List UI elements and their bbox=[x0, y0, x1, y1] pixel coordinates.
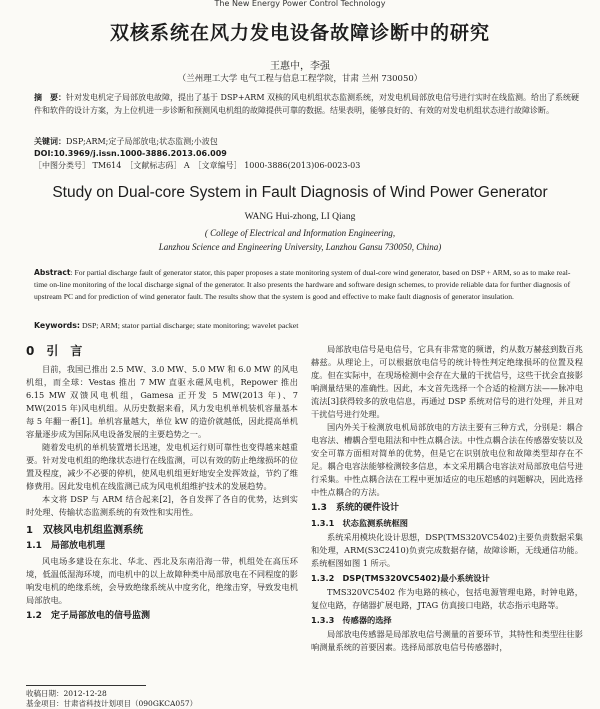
doi-line: DOI:10.3969/j.issn.1000-3886.2013.06.009 bbox=[34, 149, 227, 158]
english-affiliation-line-1: ( College of Electrical and Information Engineering, bbox=[204, 228, 396, 238]
body-right-column bbox=[311, 343, 583, 654]
section-1-3-2-heading: 1.3.2 DSP(TMS320VC5402)最小系统设计 bbox=[311, 573, 490, 583]
english-title: Study on Dual-core System in Fault Diagnosis of Wind Power Generator bbox=[52, 184, 548, 201]
footnote-rule bbox=[26, 685, 146, 686]
english-affiliation-line-2: Lanzhou Science and Engineering University, Lanzhou Gansu 730050, China) bbox=[158, 242, 442, 252]
english-abstract-text: : For partial discharge fault of generator stator, this paper proposes a state monitoring system of dual-core wind generator, based on DSP + ARM, so as to make real-time on-line monitoring of the local discharge signal of the generator. It also presents the hardware and software design schemes, to provide reliable data for further diagnosis of upstream PC and for prediction of wind generator fault. The results show that the system is good and effective to make fault diagnosis of generator insulation. bbox=[34, 268, 571, 301]
section-1-3-1-paragraph: 系统采用模块化设计思想，DSP(TMS320VC5402)主要负责数据采集和处理，ARM(S3C2410)负责完成数据存储，故障诊断，无线通信功能。系统框图如图 1 所示。 bbox=[311, 532, 583, 568]
section-1-1-paragraph: 风电场多建设在东北、华北、西北及东南沿海一带，机组处在高压环境，低温低湿海环境，而电机中的以上故障种类中局部放电在不同程度的影响发电机的绝缘系统，会导致绝缘系统从中度劣化，绝缘击穿，导致发电机局部放电。 bbox=[26, 556, 298, 605]
chinese-title: 双核系统在风力发电设备故障诊断中的研究 bbox=[109, 22, 490, 44]
section-1-heading: 1 双核风电机组监测系统 bbox=[26, 525, 143, 536]
section-1-2-heading: 1.2 定子局部放电的信号监测 bbox=[26, 611, 150, 621]
right-paragraph-2: 国内外关于检测放电机局部放电的方法主要有三种方式，分别是：耦合电容法、槽耦合型电阻法和中性点耦合法。中性点耦合法在传感器安装以及安全可靠方面相对简单的优势，但是它在识别放电位和故障类型却存在不足。耦合电容法能够检测较多信息，本文采用耦合电容法对局部放电信号进行采集。中性点耦合法在工程中更加适应的电压超感的问题解决，因此选择中性点耦合的方法。 bbox=[311, 422, 583, 497]
section-0-paragraph-2: 随着发电机的单机装置增长迅速，发电机运行则可靠性也变得越来越重要。针对发电机组的绝缘状态进行在线监测，可以有效的防止绝缘损坏的位置及程度，减少不必要的停机，使风电机组更好地安全发挥效益，节约了维修费用。因此发电机在线监测已成为风电机组维护技术的发展趋势。 bbox=[26, 442, 298, 491]
english-keywords bbox=[34, 321, 582, 330]
body-left-column bbox=[26, 343, 298, 625]
chinese-keywords-label: 关键词： bbox=[34, 137, 66, 146]
english-abstract-label: Abstract bbox=[34, 268, 71, 277]
section-1-3-heading: 1.3 系统的硬件设计 bbox=[311, 503, 399, 513]
section-1-1-heading: 1.1 局部放电机理 bbox=[26, 541, 105, 551]
english-authors: WANG Hui-zhong, LI Qiang bbox=[244, 212, 356, 222]
footnote bbox=[26, 689, 298, 709]
english-keywords-label: Keywords: bbox=[34, 321, 81, 330]
footnote-fund: 基金项目：甘肃省科技计划项目（090GKCA057） bbox=[26, 699, 198, 708]
chinese-keywords bbox=[34, 136, 582, 147]
chinese-abstract-text: 针对发电机定子局部放电故障，提出了基于 DSP+ARM 双核的风电机组状态监测系统，对发电机局部放电信号进行实时在线监测。给出了系统硬件和软件的设计方案，为上位机进一步诊断和预测风电机组的故障提供可靠的数据。结果表明，能够良好的、有效的对发电机组状态进行故障诊断。 bbox=[34, 93, 580, 115]
right-paragraph-1: 局部放电信号是电信号，它具有非常宽的频谱，约从数万赫兹到数百兆赫兹。从理论上，可以根据放电信号的统计特性判定绝缘损坏的位置及程度。但在实际中，在现场检测中会存在大量的干扰信号，这些干扰会直接影响测量结果的准确性。因此，本文首先选择一个合适的检测方法——脉冲电流法[3]获得较多的放电信息，再通过 DSP 系统对信号的进行处理，并且对干扰信号进行处理。 bbox=[311, 344, 583, 419]
section-0-heading: 0 引 言 bbox=[26, 344, 83, 358]
section-1-3-2-paragraph: TMS320VC5402 作为电路的核心，包括电源管理电路，时钟电路，复位电路，存储器扩展电路，JTAG 仿真接口电路，状态指示电路等。 bbox=[311, 587, 583, 610]
english-abstract bbox=[34, 267, 582, 303]
classification-line: ［中图分类号］ TM614 ［文献标志码］ A ［文章编号］ 1000-3886(2013)06-0023-03 bbox=[34, 161, 361, 170]
section-1-3-3-heading: 1.3.3 传感器的选择 bbox=[311, 615, 392, 625]
chinese-abstract-label: 摘 要： bbox=[34, 93, 66, 102]
running-head: The New Energy Power Control Technology bbox=[214, 0, 386, 8]
chinese-keywords-text: DSP;ARM;定子局部放电;状态监测;小波包 bbox=[66, 137, 218, 146]
chinese-abstract bbox=[34, 92, 582, 117]
footnote-received: 收稿日期：2012-12-28 bbox=[26, 689, 107, 698]
section-1-3-1-heading: 1.3.1 状态监测系统框图 bbox=[311, 518, 408, 528]
chinese-affiliation: （兰州理工大学 电气工程与信息工程学院，甘肃 兰州 730050） bbox=[177, 74, 423, 84]
section-0-paragraph-1: 目前，我国已推出 2.5 MW、3.0 MW、5.0 MW 和 6.0 MW 的风电机组，而全球：Vestas 推出 7 MW 直驱永磁风电机，Repower 推出 6.15 MW 双馈风电机组，Gamesa 正开发 5 MW(2013 年)、7 MW(2015 年)风电机组。从历史数据来看，风力发电机单机装机容量基本每 5 年翻一番[1]。单机容量越大，单位 kW 的造价就越低，因此提高单机容量逐步成为国际风电设备发展的主要趋势之一。 bbox=[26, 364, 298, 439]
section-0-paragraph-3: 本文将 DSP 与 ARM 结合起来[2]，各自发挥了各自的优势，达到实时处理、传输状态监测系统的有效性和实用性。 bbox=[26, 494, 298, 517]
chinese-authors: 王惠中，李强 bbox=[270, 61, 330, 72]
english-keywords-text: DSP; ARM; stator partial discharge; state monitoring; wavelet packet bbox=[81, 321, 299, 330]
section-1-3-3-paragraph: 局部放电传感器是局部放电信号测量的首要环节，其特性和类型往往影响测量系统的首要因素。选择局部放电信号传感器时， bbox=[311, 629, 583, 652]
